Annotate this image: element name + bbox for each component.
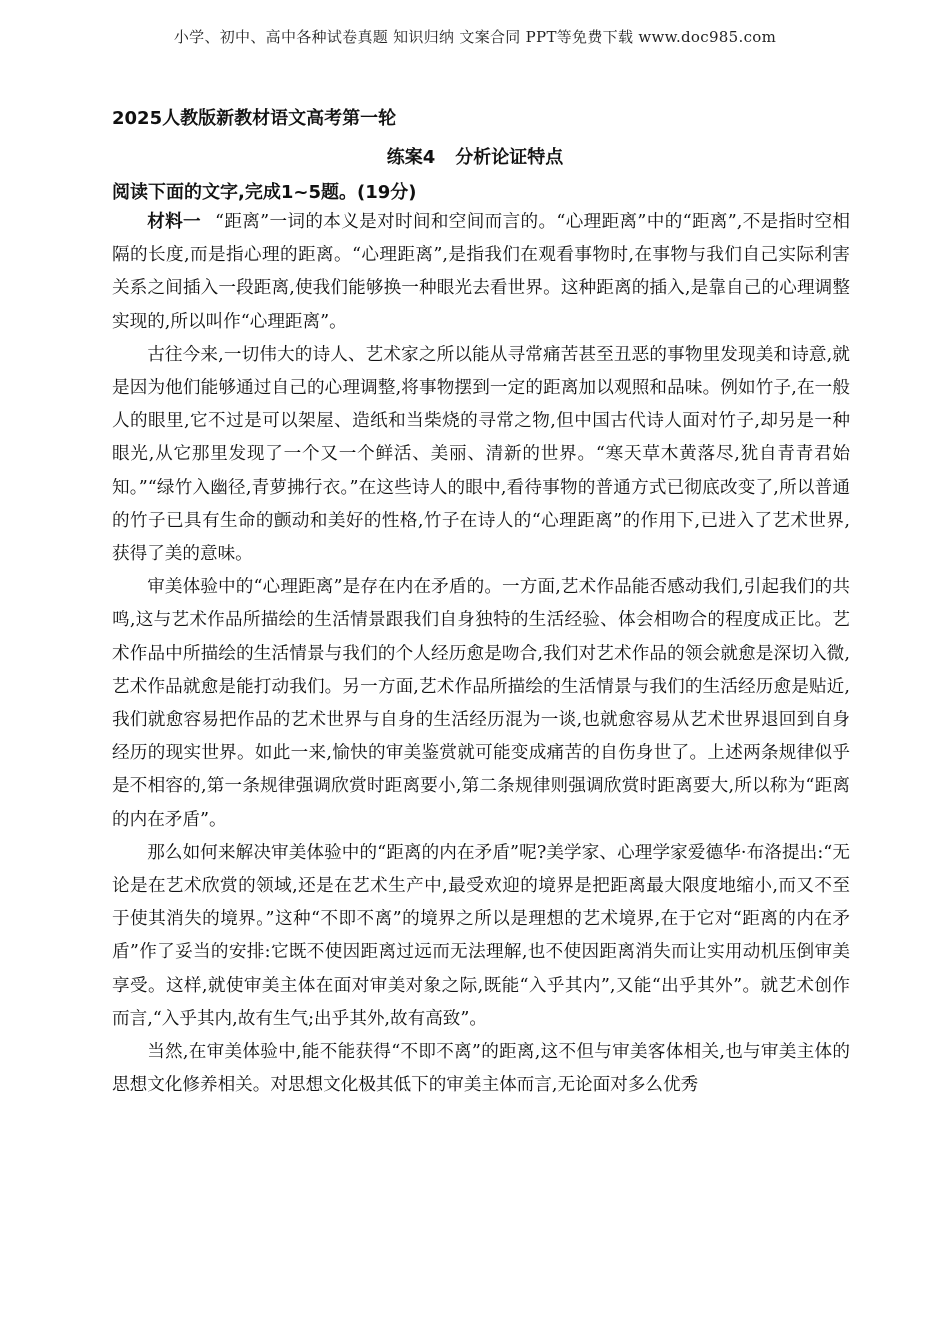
subtitle-prefix: 练案4: [386, 147, 436, 168]
paragraph-text: 古往今来,一切伟大的诗人、艺术家之所以能从寻常痛苦甚至丑恶的事物里发现美和诗意,就是因为他们能够通过自己的心理调整,将事物摆到一定的距离加以观照和品味。例如竹子,在一般人的眼里,它不过是可以架屋、造纸和当柴烧的寻常之物,但中国古代诗人面对竹子,却另是一种眼光,从它那里发现了一个又一个鲜活、美丽、清新的世界。“寒天草木黄落尽,犹自青青君始知。”“绿竹入幽径,青萝拂行衣。”在这些诗人的眼中,看待事物的普通方式已彻底改变了,所以普通的竹子已具有生命的颤动和美好的性格,竹子在诗人的“心理距离”的作用下,已进入了艺术世界,获得了美的意味。: [112, 344, 850, 565]
paragraph-text: 那么如何来解决审美体验中的“距离的内在矛盾”呢?美学家、心理学家爱德华·布洛提出:“无论是在艺术欣赏的领域,还是在艺术生产中,最受欢迎的境界是把距离最大限度地缩小,而又不至于使其消失的境界。”这种“不即不离”的境界之所以是理想的艺术境界,在于它对“距离的内在矛盾”作了妥当的安排:它既不使因距离过远而无法理解,也不使因距离消失而让实用动机压倒审美享受。这样,就使审美主体在面对审美对象之际,既能“入乎其内”,又能“出乎其外”。就艺术创作而言,“入乎其内,故有生气;出乎其外,故有高致”。: [112, 842, 850, 1029]
material-label: 材料一: [147, 212, 201, 232]
paragraph-text: 当然,在审美体验中,能不能获得“不即不离”的距离,这不但与审美客体相关,也与审美主体的思想文化修养相关。对思想文化极其低下的审美主体而言,无论面对多么优秀: [112, 1042, 850, 1096]
paragraph-text: “距离”一词的本义是对时间和空间而言的。“心理距离”中的“距离”,不是指时空相隔的长度,而是指心理的距离。“心理距离”,是指我们在观看事物时,在事物与我们自己实际利害关系之间插入一段距离,使我们能够换一种眼光去看世界。这种距离的插入,是靠自己的心理调整实现的,所以叫作“心理距离”。: [112, 212, 850, 332]
passage-paragraph: [112, 206, 850, 339]
passage-body: [112, 206, 850, 1102]
document-subtitle: [0, 143, 950, 169]
passage-paragraph: [112, 571, 850, 837]
subtitle-topic: 分析论证特点: [455, 147, 564, 168]
document-title: 2025人教版新教材语文高考第一轮: [112, 108, 397, 129]
passage-paragraph: [112, 837, 850, 1036]
passage-paragraph: [112, 339, 850, 571]
paragraph-text: 审美体验中的“心理距离”是存在内在矛盾的。一方面,艺术作品能否感动我们,引起我们的共鸣,这与艺术作品所描绘的生活情景跟我们自身独特的生活经验、体会相吻合的程度成正比。艺术作品中所描绘的生活情景与我们的个人经历愈是吻合,我们对艺术作品的领会就愈是深切入微,艺术作品就愈是能打动我们。另一方面,艺术作品所描绘的生活情景与我们的生活经历愈是贴近,我们就愈容易把作品的艺术世界与自身的生活经历混为一谈,也就愈容易从艺术世界退回到自身经历的现实世界。如此一来,愉快的审美鉴赏就可能变成痛苦的自伤身世了。上述两条规律似乎是不相容的,第一条规律强调欣赏时距离要小,第二条规律则强调欣赏时距离要大,所以称为“距离的内在矛盾”。: [112, 577, 850, 830]
passage-paragraph: [112, 1036, 850, 1102]
reading-instruction: 阅读下面的文字,完成1~5题。(19分): [112, 182, 417, 203]
page-header: 小学、初中、高中各种试卷真题 知识归纳 文案合同 PPT等免费下载 www.doc985.com: [173, 28, 777, 46]
